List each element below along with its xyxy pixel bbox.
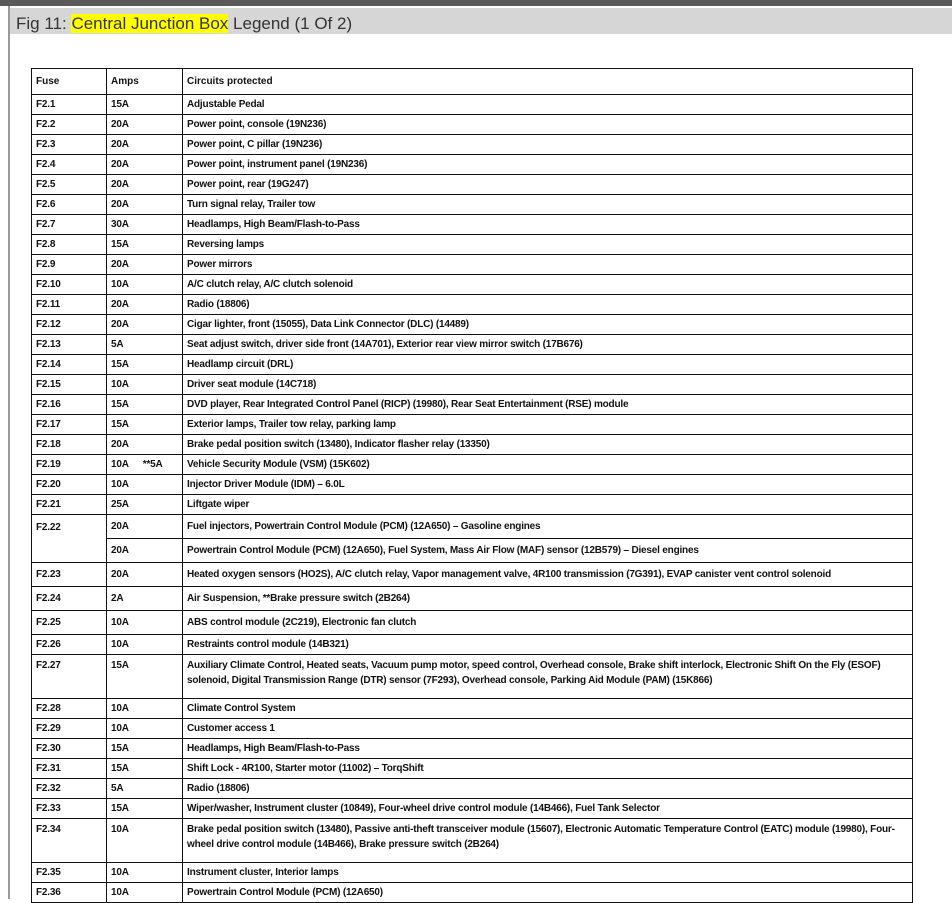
table-row — [32, 655, 913, 699]
amps-value: 15A — [111, 743, 129, 754]
circuits-cell: Power point, console (19N236) — [183, 115, 913, 135]
fuse-cell: F2.3 — [32, 135, 107, 155]
circuits-cell: Headlamps, High Beam/Flash-to-Pass — [183, 739, 913, 759]
amps-value: 10A — [111, 887, 129, 898]
figure-title — [16, 14, 352, 34]
amps-cell — [107, 195, 183, 215]
amps-cell — [107, 719, 183, 739]
amps-cell — [107, 155, 183, 175]
amps-cell — [107, 635, 183, 655]
amps-value: 10A — [111, 703, 129, 714]
fuse-cell: F2.6 — [32, 195, 107, 215]
table-row — [32, 587, 913, 611]
fuse-cell: F2.27 — [32, 655, 107, 699]
table-row — [32, 719, 913, 739]
table-row — [32, 115, 913, 135]
circuits-cell: Power point, instrument panel (19N236) — [183, 155, 913, 175]
amps-value: 15A — [111, 660, 129, 671]
amps-value: 15A — [111, 359, 129, 370]
circuits-cell: ABS control module (2C219), Electronic fan clutch — [183, 611, 913, 635]
amps-cell — [107, 799, 183, 819]
table-row — [32, 475, 913, 495]
fuse-cell: F2.7 — [32, 215, 107, 235]
fuse-cell: F2.2 — [32, 115, 107, 135]
fuse-cell: F2.29 — [32, 719, 107, 739]
circuits-cell: Exterior lamps, Trailer tow relay, parking lamp — [183, 415, 913, 435]
amps-value: 20A — [111, 569, 129, 580]
circuits-cell: Brake pedal position switch (13480), Indicator flasher relay (13350) — [183, 435, 913, 455]
amps-cell — [107, 235, 183, 255]
table-row — [32, 155, 913, 175]
amps-cell: 20A — [107, 539, 183, 563]
circuits-cell: Turn signal relay, Trailer tow — [183, 195, 913, 215]
amps-note: **5A — [142, 459, 163, 470]
amps-cell — [107, 587, 183, 611]
circuits-cell: Air Suspension, **Brake pressure switch (2B264) — [183, 587, 913, 611]
circuits-cell: Liftgate wiper — [183, 495, 913, 515]
amps-value: 30A — [111, 219, 129, 230]
table-row — [32, 435, 913, 455]
amps-cell — [107, 375, 183, 395]
circuits-cell: Restraints control module (14B321) — [183, 635, 913, 655]
circuits-cell: Powertrain Control Module (PCM) (12A650), Fuel System, Mass Air Flow (MAF) sensor (12B579) – Diesel engines — [183, 539, 913, 563]
circuits-cell: Cigar lighter, front (15055), Data Link Connector (DLC) (14489) — [183, 315, 913, 335]
amps-value: 20A — [111, 439, 129, 450]
amps-cell — [107, 495, 183, 515]
table-row — [32, 275, 913, 295]
fuse-cell: F2.17 — [32, 415, 107, 435]
amps-cell — [107, 135, 183, 155]
amps-value: 20A — [111, 179, 129, 190]
table-row — [32, 295, 913, 315]
amps-cell — [107, 699, 183, 719]
amps-cell — [107, 215, 183, 235]
circuits-cell: Power point, rear (19G247) — [183, 175, 913, 195]
circuits-cell: Wiper/washer, Instrument cluster (10849), Four-wheel drive control module (14B466), Fuel Tank Selector — [183, 799, 913, 819]
table-row — [32, 563, 913, 587]
circuits-cell: Radio (18806) — [183, 779, 913, 799]
amps-value: 10A — [111, 824, 129, 835]
amps-value: 20A — [111, 259, 129, 270]
fuse-legend-table — [31, 68, 913, 903]
table-row — [32, 819, 913, 863]
amps-value: 10A — [111, 867, 129, 878]
table-row — [32, 611, 913, 635]
fuse-cell: F2.32 — [32, 779, 107, 799]
circuits-cell: Seat adjust switch, driver side front (14A701), Exterior rear view mirror switch (17B676) — [183, 335, 913, 355]
circuits-cell: DVD player, Rear Integrated Control Panel (RICP) (19980), Rear Seat Entertainment (RSE) module — [183, 395, 913, 415]
header-amps: Amps — [107, 69, 183, 95]
circuits-cell: Headlamps, High Beam/Flash-to-Pass — [183, 215, 913, 235]
circuits-cell: Heated oxygen sensors (HO2S), A/C clutch relay, Vapor management valve, 4R100 transmission (7G391), EVAP canister vent control solenoid — [183, 563, 913, 587]
amps-value: 15A — [111, 99, 129, 110]
amps-cell — [107, 779, 183, 799]
amps-value: 10A — [111, 379, 129, 390]
circuits-cell: Powertrain Control Module (PCM) (12A650) — [183, 883, 913, 903]
circuits-cell: Headlamp circuit (DRL) — [183, 355, 913, 375]
circuits-cell: Customer access 1 — [183, 719, 913, 739]
fuse-cell: F2.22 — [32, 515, 107, 563]
fuse-cell: F2.14 — [32, 355, 107, 375]
amps-cell — [107, 759, 183, 779]
amps-cell — [107, 611, 183, 635]
amps-value: 15A — [111, 763, 129, 774]
fuse-cell: F2.31 — [32, 759, 107, 779]
table-row — [32, 255, 913, 275]
fuse-cell: F2.28 — [32, 699, 107, 719]
amps-value: 10A — [111, 723, 129, 734]
amps-value: 20A — [111, 139, 129, 150]
table-row — [32, 883, 913, 903]
header-fuse: Fuse — [32, 69, 107, 95]
amps-value: 15A — [111, 399, 129, 410]
fuse-cell: F2.36 — [32, 883, 107, 903]
fuse-cell: F2.26 — [32, 635, 107, 655]
amps-cell — [107, 819, 183, 863]
amps-cell — [107, 115, 183, 135]
table-row — [32, 799, 913, 819]
amps-value: 15A — [111, 419, 129, 430]
table-row — [32, 355, 913, 375]
circuits-cell: Fuel injectors, Powertrain Control Module (PCM) (12A650) – Gasoline engines — [183, 515, 913, 539]
table-row — [32, 739, 913, 759]
table-row — [32, 395, 913, 415]
fuse-cell: F2.20 — [32, 475, 107, 495]
fuse-cell: F2.10 — [32, 275, 107, 295]
amps-cell — [107, 435, 183, 455]
amps-cell — [107, 863, 183, 883]
amps-cell — [107, 295, 183, 315]
fuse-cell: F2.13 — [32, 335, 107, 355]
fuse-cell: F2.12 — [32, 315, 107, 335]
circuits-cell: Instrument cluster, Interior lamps — [183, 863, 913, 883]
amps-value: 10A — [111, 479, 129, 490]
fuse-cell: F2.34 — [32, 819, 107, 863]
circuits-cell: A/C clutch relay, A/C clutch solenoid — [183, 275, 913, 295]
header-circuits: Circuits protected — [183, 69, 913, 95]
table-row — [32, 759, 913, 779]
table-row — [32, 539, 913, 563]
amps-value: 20A — [111, 521, 129, 532]
amps-value: 20A — [111, 119, 129, 130]
circuits-cell: Injector Driver Module (IDM) – 6.0L — [183, 475, 913, 495]
title-prefix: Fig 11: — [16, 14, 72, 33]
table-row — [32, 335, 913, 355]
amps-value: 25A — [111, 499, 129, 510]
amps-value: 10A — [111, 279, 129, 290]
fuse-cell: F2.33 — [32, 799, 107, 819]
amps-cell — [107, 255, 183, 275]
fuse-cell: F2.16 — [32, 395, 107, 415]
table-row — [32, 635, 913, 655]
amps-cell — [107, 883, 183, 903]
fuse-cell: F2.23 — [32, 563, 107, 587]
fuse-cell: F2.1 — [32, 95, 107, 115]
amps-value: 15A — [111, 239, 129, 250]
table-row — [32, 455, 913, 475]
circuits-cell: Adjustable Pedal — [183, 95, 913, 115]
amps-value: 10A — [111, 617, 129, 628]
circuits-cell: Power mirrors — [183, 255, 913, 275]
fuse-cell: F2.9 — [32, 255, 107, 275]
table-row — [32, 495, 913, 515]
circuits-cell: Brake pedal position switch (13480), Passive anti-theft transceiver module (15607), Electronic Automatic Temperature Control (EATC) module (19980), Four-wheel drive control module (14B466), Brake pressure switch (2B264) — [183, 819, 913, 863]
amps-value: 20A — [111, 299, 129, 310]
table-header-row — [32, 69, 913, 95]
table-row — [32, 375, 913, 395]
amps-cell — [107, 315, 183, 335]
fuse-cell: F2.11 — [32, 295, 107, 315]
table-row — [32, 215, 913, 235]
table-row — [32, 699, 913, 719]
fuse-cell: F2.25 — [32, 611, 107, 635]
table-row — [32, 235, 913, 255]
amps-value: 5A — [111, 783, 124, 794]
amps-value: 10A — [111, 639, 129, 650]
amps-cell — [107, 335, 183, 355]
table-row — [32, 863, 913, 883]
amps-value: 10A — [111, 459, 129, 470]
table-row — [32, 515, 913, 539]
circuits-cell: Radio (18806) — [183, 295, 913, 315]
fuse-cell: F2.19 — [32, 455, 107, 475]
amps-cell — [107, 395, 183, 415]
table-row — [32, 779, 913, 799]
table-row — [32, 195, 913, 215]
circuits-cell: Shift Lock - 4R100, Starter motor (11002) – TorqShift — [183, 759, 913, 779]
fuse-cell: F2.4 — [32, 155, 107, 175]
fuse-cell: F2.8 — [32, 235, 107, 255]
amps-cell — [107, 515, 183, 539]
amps-value: 20A — [111, 159, 129, 170]
circuits-cell: Power point, C pillar (19N236) — [183, 135, 913, 155]
amps-cell — [107, 175, 183, 195]
fuse-cell: F2.24 — [32, 587, 107, 611]
table-row — [32, 175, 913, 195]
circuits-cell: Driver seat module (14C718) — [183, 375, 913, 395]
circuits-cell: Reversing lamps — [183, 235, 913, 255]
amps-cell — [107, 563, 183, 587]
amps-value: 5A — [111, 339, 124, 350]
amps-cell — [107, 355, 183, 375]
amps-value: 2A — [111, 593, 124, 604]
amps-cell — [107, 475, 183, 495]
amps-value: 15A — [111, 803, 129, 814]
title-suffix: Legend (1 Of 2) — [228, 14, 353, 33]
title-highlight: Central Junction Box — [71, 14, 229, 33]
table-row — [32, 315, 913, 335]
circuits-cell: Climate Control System — [183, 699, 913, 719]
table-row — [32, 95, 913, 115]
amps-value: 20A — [111, 199, 129, 210]
fuse-cell: F2.21 — [32, 495, 107, 515]
amps-value: 20A — [111, 319, 129, 330]
amps-cell — [107, 275, 183, 295]
fuse-cell: F2.15 — [32, 375, 107, 395]
amps-cell — [107, 739, 183, 759]
amps-cell — [107, 415, 183, 435]
fuse-cell: F2.35 — [32, 863, 107, 883]
table-row — [32, 135, 913, 155]
table-row — [32, 415, 913, 435]
amps-cell — [107, 455, 183, 475]
circuits-cell: Vehicle Security Module (VSM) (15K602) — [183, 455, 913, 475]
fuse-cell: F2.18 — [32, 435, 107, 455]
fuse-cell: F2.30 — [32, 739, 107, 759]
fuse-cell: F2.5 — [32, 175, 107, 195]
amps-cell — [107, 655, 183, 699]
circuits-cell: Auxiliary Climate Control, Heated seats, Vacuum pump motor, speed control, Overhead console, Brake shift interlock, Electronic Shift On the Fly (ESOF) solenoid, Digital Transmission Range (DTR) sensor (7F293), Overhead console, Parking Aid Module (PAM) (15K866) — [183, 655, 913, 699]
amps-cell — [107, 95, 183, 115]
